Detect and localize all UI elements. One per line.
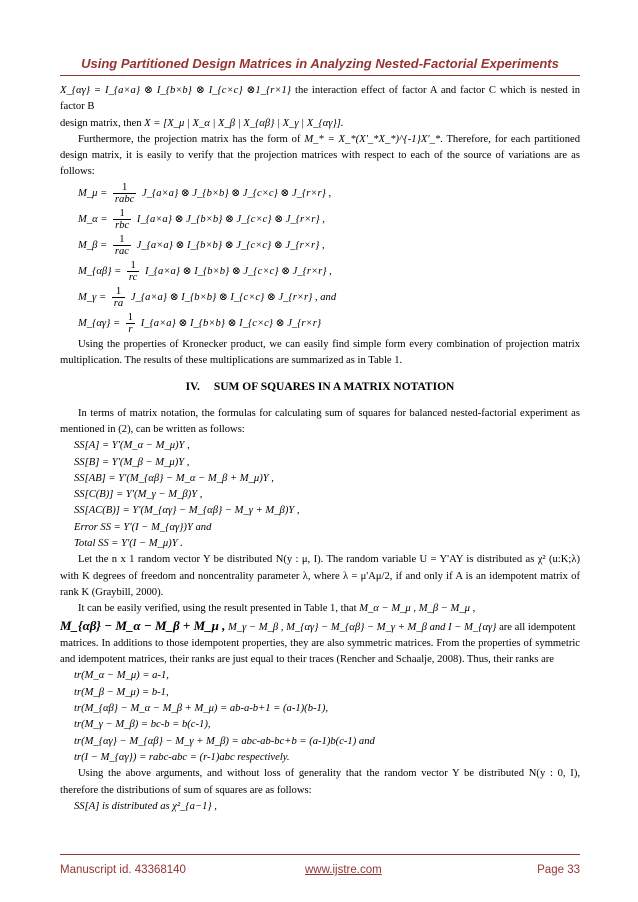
section-heading xyxy=(60,379,580,395)
frac-num: 1 xyxy=(112,286,125,298)
para-verify-tail: matrices. In additions to those idempotent properties, they are also symmetric matrices. From the properties of symmetric and idempotent matrices, their ranks are just equal to their traces (Rencher and Schaalje, 2008). Thus, their ranks are xyxy=(60,637,580,666)
eq-x-partition: X = [X_μ | X_α | X_β | X_{αβ} | X_γ | X_{αγ}]. xyxy=(144,117,344,129)
para-verify xyxy=(60,601,580,617)
proj-eq-rhs: J_{a×a} ⊗ J_{b×b} ⊗ J_{c×c} ⊗ J_{r×r} , xyxy=(141,187,332,199)
running-header: Using Partitioned Design Matrices in Analyzing Nested-Factorial Experiments xyxy=(81,56,559,71)
eq-projection-form: M_* = X_*(X'_*X_*)^{-1}X'_* xyxy=(304,133,441,145)
frac-num: 1 xyxy=(113,182,136,194)
para-projection xyxy=(60,132,580,181)
intro-line-1 xyxy=(60,83,580,116)
proj-eq-fraction xyxy=(113,182,136,205)
section-title: SUM OF SQUARES IN A MATRIX NOTATION xyxy=(213,381,455,394)
proj-eq-rhs: I_{a×a} ⊗ J_{b×b} ⊗ J_{c×c} ⊗ J_{r×r} , xyxy=(136,213,325,225)
idem-tail: are all idempotent xyxy=(499,621,576,633)
idem-beta: M_β − M_μ , xyxy=(418,603,476,615)
proj-eq-lhs: M_β = xyxy=(78,239,108,251)
page-body xyxy=(60,83,580,815)
page-footer xyxy=(60,864,580,882)
para-verify-lead: It can be easily verified, using the result presented in Table 1, that xyxy=(78,603,357,615)
proj-eq xyxy=(60,285,580,311)
proj-eq xyxy=(60,207,580,233)
intro-line-2 xyxy=(60,116,580,132)
para-ss-intro: In terms of matrix notation, the formulas for calculating sum of squares for balanced nested-factorial experiment as mentioned in (2), can be written as follows: xyxy=(60,407,580,435)
para-distribution: Let the n x 1 random vector Y be distributed N(y : μ, I). The random variable U = Y'AY is distributed as χ² (u:K;λ) with K degrees of freedom and noncentrality parameter λ, where λ = μ'Aμ/2, if and only if A is an idempotent matrix of rank K (Graybill, 2000). xyxy=(60,554,580,598)
para-verify-line-2 xyxy=(60,618,580,636)
rank-formula: tr(M_{αγ} − M_{αβ} − M_γ + M_β) = abc-ab-bc+b = (a-1)b(c-1) and xyxy=(74,735,375,747)
proj-eq-rhs: J_{a×a} ⊗ I_{b×b} ⊗ J_{c×c} ⊗ J_{r×r} , xyxy=(136,239,325,251)
rank-formula: tr(M_α − M_μ) = a-1, xyxy=(74,670,169,682)
rank-formula: tr(I − M_{αγ}) = rabc-abc = (r-1)abc respectively. xyxy=(74,751,290,763)
rank-formula: tr(M_β − M_μ) = b-1, xyxy=(74,686,169,698)
proj-eq-lhs: M_{αγ} = xyxy=(78,317,121,329)
frac-den: rc xyxy=(128,271,138,283)
proj-eq-rhs: I_{a×a} ⊗ I_{b×b} ⊗ I_{c×c} ⊗ J_{r×r} xyxy=(140,317,322,329)
frac-den: r xyxy=(128,323,133,335)
ss-formula: SS[AC(B)] = Y'(M_{αγ} − M_{αβ} − M_γ + M_β)Y , xyxy=(74,505,300,517)
section-number: IV. xyxy=(185,381,200,394)
frac-num: 1 xyxy=(127,260,139,272)
intro-line-2-text: design matrix, then xyxy=(60,117,142,129)
proj-eq-fraction xyxy=(126,312,135,335)
proj-eq-fraction xyxy=(113,208,131,231)
footer-rule xyxy=(60,854,580,855)
proj-eq xyxy=(60,311,580,337)
idem-alpha-beta: M_{αβ} − M_α − M_β + M_μ , xyxy=(60,617,226,633)
proj-eq-lhs: M_μ = xyxy=(78,187,108,199)
frac-num: 1 xyxy=(113,234,131,246)
intro-line-1-text: the interaction effect of factor A and factor C which is nested in factor B xyxy=(60,85,581,113)
frac-den: ra xyxy=(113,297,124,309)
idem-alpha: M_α − M_μ , xyxy=(359,603,417,615)
proj-eq xyxy=(60,233,580,259)
proj-eq-rhs: I_{a×a} ⊗ I_{b×b} ⊗ J_{c×c} ⊗ J_{r×r} , xyxy=(144,265,332,277)
header-rule xyxy=(60,75,580,76)
frac-num: 1 xyxy=(127,311,134,323)
ss-formula: SS[C(B)] = Y'(M_γ − M_β)Y , xyxy=(74,489,203,501)
proj-eq-rhs: J_{a×a} ⊗ I_{b×b} ⊗ I_{c×c} ⊗ J_{r×r} , and xyxy=(130,291,337,303)
proj-eq xyxy=(60,181,580,207)
proj-eq-lhs: M_{αβ} = xyxy=(78,265,122,277)
para-final: Using the above arguments, and without loss of generality that the random vector Y be distributed N(y : 0, I), therefore the distributions of sum of squares are as follows: xyxy=(60,768,580,796)
frac-den: rabc xyxy=(114,193,135,205)
ss-formula: SS[A] = Y'(M_α − M_μ)Y , xyxy=(74,440,190,452)
footer-manuscript-id: Manuscript id. 43368140 xyxy=(60,864,186,876)
para-kronecker: Using the properties of Kronecker product, we can easily find simple form every combination of projection matrix multiplication. The results of these multiplications are summarized as in Table 1. xyxy=(60,338,580,367)
proj-eq-fraction xyxy=(127,260,139,283)
frac-den: rac xyxy=(114,245,129,257)
ss-formula: Error SS = Y'(I − M_{αγ})Y and xyxy=(74,521,212,533)
proj-eq-lhs: M_α = xyxy=(78,213,108,225)
sum-of-squares-list xyxy=(60,438,580,552)
footer-journal-link[interactable]: www.ijstre.com xyxy=(305,864,382,876)
ss-formula: SS[AB] = Y'(M_{αβ} − M_α − M_β + M_μ)Y , xyxy=(74,472,274,484)
proj-eq-fraction xyxy=(113,234,131,257)
proj-eq-lhs: M_γ = xyxy=(78,291,107,303)
rank-formula: tr(M_{αβ} − M_α − M_β + M_μ) = ab-a-b+1 = (a-1)(b-1), xyxy=(74,703,328,715)
last-line: SS[A] is distributed as χ²_{a−1} , xyxy=(74,800,217,812)
para-projection-lead: Furthermore, the projection matrix has the form of xyxy=(78,133,301,145)
footer-page-number: Page 33 xyxy=(537,864,580,876)
eq-x-alpha-gamma: X_{αγ} = I_{a×a} ⊗ I_{b×b} ⊗ I_{c×c} ⊗1_{r×1} xyxy=(60,85,292,96)
frac-num: 1 xyxy=(113,208,131,220)
proj-eq-fraction xyxy=(112,286,125,309)
projection-equations xyxy=(60,181,580,337)
ss-formula: Total SS = Y'(I − M_μ)Y . xyxy=(74,538,183,550)
proj-eq xyxy=(60,259,580,285)
idem-rest: M_γ − M_β , M_{αγ} − M_{αβ} − M_γ + M_β and I − M_{αγ} xyxy=(228,621,497,633)
frac-den: rbc xyxy=(115,219,130,231)
rank-list xyxy=(60,668,580,766)
rank-formula: tr(M_γ − M_β) = bc-b = b(c-1), xyxy=(74,719,211,731)
ss-formula: SS[B] = Y'(M_β − M_μ)Y , xyxy=(74,456,190,468)
para-projection-tail: . Therefore, for each partitioned design matrix, it is easily to verify that the projection matrices with respect to each of the source of variations are as follows: xyxy=(60,133,581,178)
